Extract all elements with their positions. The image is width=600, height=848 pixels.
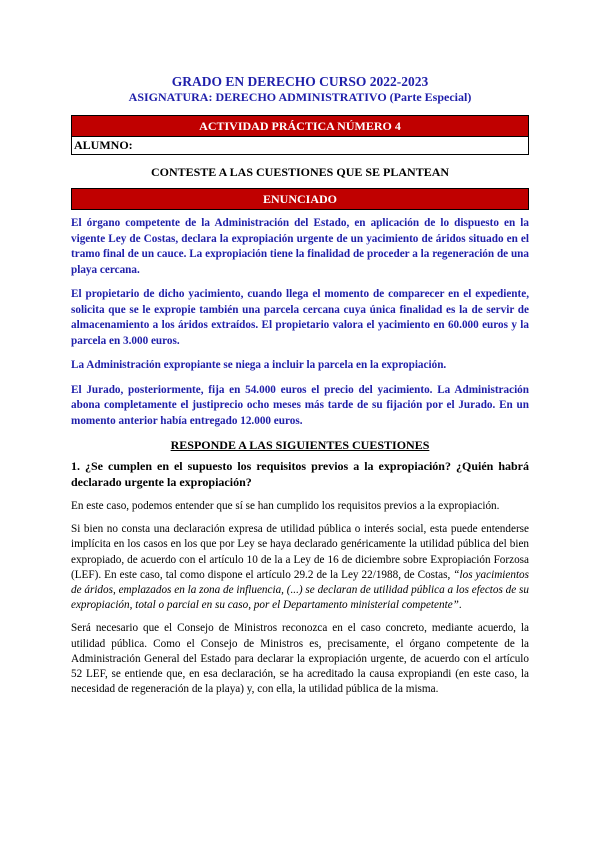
subject-title: ASIGNATURA: DERECHO ADMINISTRATIVO (Parte Especial)	[128, 90, 472, 104]
answer-paragraph-3: Será necesario que el Consejo de Ministros reconozca en el caso concreto, mediante acuerdo, la utilidad pública. Como el Consejo de Ministros es, precisamente, el órgano competente de la Administración General del Estado para declarar la expropiación urgente, de acuerdo con el artículo 52 LEF, se entiende que, en esa declaración, se ha acreditado la causa expropiandi (en este caso, la necesidad de regeneración de la playa) y, con ella, la utilidad pública de la misma.	[71, 622, 529, 696]
questions-heading: RESPONDE A LAS SIGUIENTES CUESTIONES	[170, 438, 430, 452]
activity-banner: ACTIVIDAD PRÁCTICA NÚMERO 4	[71, 115, 529, 137]
student-field: ALUMNO:	[71, 137, 529, 155]
statement-paragraph-3: La Administración expropiante se niega a incluir la parcela en la expropiación.	[71, 359, 447, 371]
statement-paragraph-4: El Jurado, posteriormente, fija en 54.000 euros el precio del yacimiento. La Administración abona completamente el justiprecio ocho meses más tarde de su fijación por el Jurado. En un momento anterior había entregado 12.000 euros.	[71, 383, 529, 427]
instruction-heading: CONTESTE A LAS CUESTIONES QUE SE PLANTEAN	[150, 165, 450, 179]
law-quote: “los yacimientos de áridos, emplazados en la zona de influencia, (...) se declaran de utilidad pública a los efectos de su expropiación, total o parcial en su caso, por el Departamento ministerial competente”	[71, 568, 529, 612]
answer-paragraph-1: En este caso, podemos entender que sí se han cumplido los requisitos previos a la expropiación.	[71, 500, 500, 512]
document-title: GRADO EN DERECHO CURSO 2022-2023	[171, 74, 429, 89]
answer-paragraph-2	[71, 522, 529, 613]
statement-banner: ENUNCIADO	[71, 188, 529, 210]
statement-paragraph-2: El propietario de dicho yacimiento, cuando llega el momento de comparecer en el expediente, solicita que se le expropie también una parcela cercana cuya única finalidad es la de servir de almacenamiento a los áridos extraídos. El propietario valora el yacimiento en 60.000 euros y la parcela en 3.000 euros.	[71, 288, 529, 347]
statement-paragraph-1: El órgano competente de la Administración del Estado, en aplicación de lo dispuesto en la vigente Ley de Costas, declara la expropiación urgente de un yacimiento de áridos situado en el tramo final de un cauce. La expropiación tiene la finalidad de proceder a la regeneración de una playa cercana.	[71, 217, 529, 276]
question-1: 1. ¿Se cumplen en el supuesto los requisitos previos a la expropiación? ¿Quién habrá declarado urgente la expropiación?	[71, 459, 529, 489]
answer-paragraph-2-end: .	[458, 599, 462, 612]
answer-paragraph-2-text: Si bien no consta una declaración expresa de utilidad pública o interés social, esta puede entenderse implícita en los casos en los que por Ley se haya declarado genéricamente la utilidad pública del bien expropiado, de acuerdo con el artículo 10 de la a Ley de 16 de diciembre sobre Expropiación Forzosa (LEF). En este caso, tal como dispone el artículo 29.2 de la Ley 22/1988, de Costas,	[71, 523, 529, 581]
